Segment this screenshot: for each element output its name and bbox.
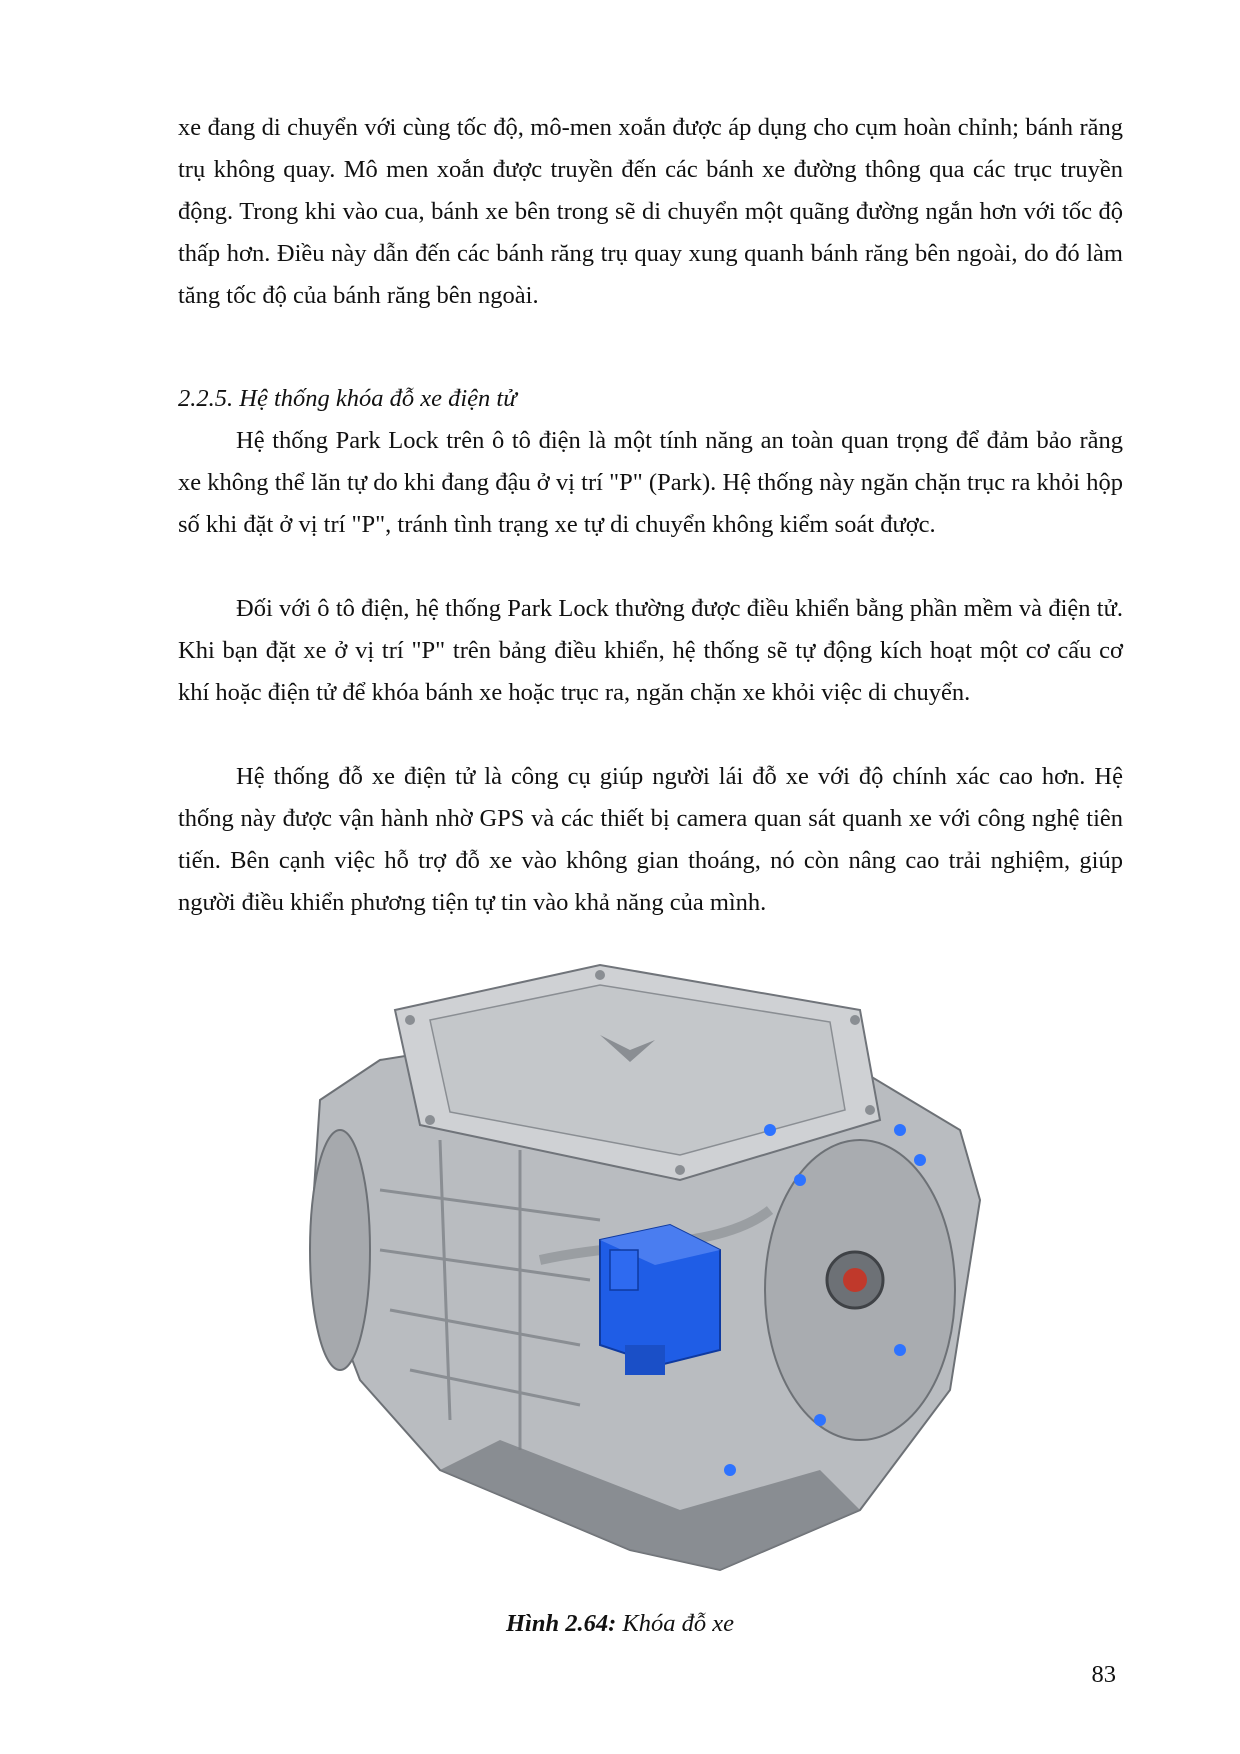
section-heading: 2.2.5. Hệ thống khóa đỗ xe điện tử — [178, 385, 517, 412]
paragraph-park-lock-intro: Hệ thống Park Lock trên ô tô điện là một tính năng an toàn quan trọng để đảm bảo rằng xe không thể lăn tự do khi đang đậu ở vị trí "P" (Park). Hệ thống này ngăn chặn trục ra khỏi hộp số khi đặt ở vị trí "P", tránh tình trạng xe tự di chuyển không kiểm soát được. — [178, 427, 1123, 538]
intro-paragraph: xe đang di chuyển với cùng tốc độ, mô-men xoắn được áp dụng cho cụm hoàn chỉnh; bánh răng trụ không quay. Mô men xoắn được truyền đến các bánh xe đường thông qua các trục truyền động. Trong khi vào cua, bánh xe bên trong sẽ di chuyển một quãng đường ngắn hơn với tốc độ thấp hơn. Điều này dẫn đến các bánh răng trụ quay xung quanh bánh răng bên ngoài, do đó làm tăng tốc độ của bánh răng bên ngoài. — [178, 114, 1123, 309]
figure-caption-text: Khóa đỗ xe — [616, 1610, 734, 1637]
left-end-cylinder — [310, 1130, 370, 1370]
paragraph-park-lock-control: Đối với ô tô điện, hệ thống Park Lock thường được điều khiển bằng phần mềm và điện tử. Khi bạn đặt xe ở vị trí "P" trên bảng điều khiển, hệ thống sẽ tự động kích hoạt một cơ cấu cơ khí hoặc điện tử để khóa bánh xe hoặc trục ra, ngăn chặn xe khỏi việc di chuyển. — [178, 595, 1123, 706]
shaft-seal — [843, 1268, 867, 1292]
paragraph-electronic-parking: Hệ thống đỗ xe điện tử là công cụ giúp người lái đỗ xe với độ chính xác cao hơn. Hệ thống này được vận hành nhờ GPS và các thiết bị camera quan sát quanh xe với công nghệ tiên tiến. Bên cạnh việc hỗ trợ đỗ xe vào không gian thoáng, nó còn nâng cao trải nghiệm, giúp người điều khiển phương tiện tự tin vào khả năng của mình. — [178, 763, 1123, 916]
page-number: 83 — [1091, 1661, 1116, 1688]
figure-label: Hình 2.64: — [506, 1610, 617, 1637]
gearbox-illustration — [300, 950, 1000, 1600]
gearbox-figure — [300, 950, 1000, 1600]
figure-caption — [0, 1607, 1240, 1641]
